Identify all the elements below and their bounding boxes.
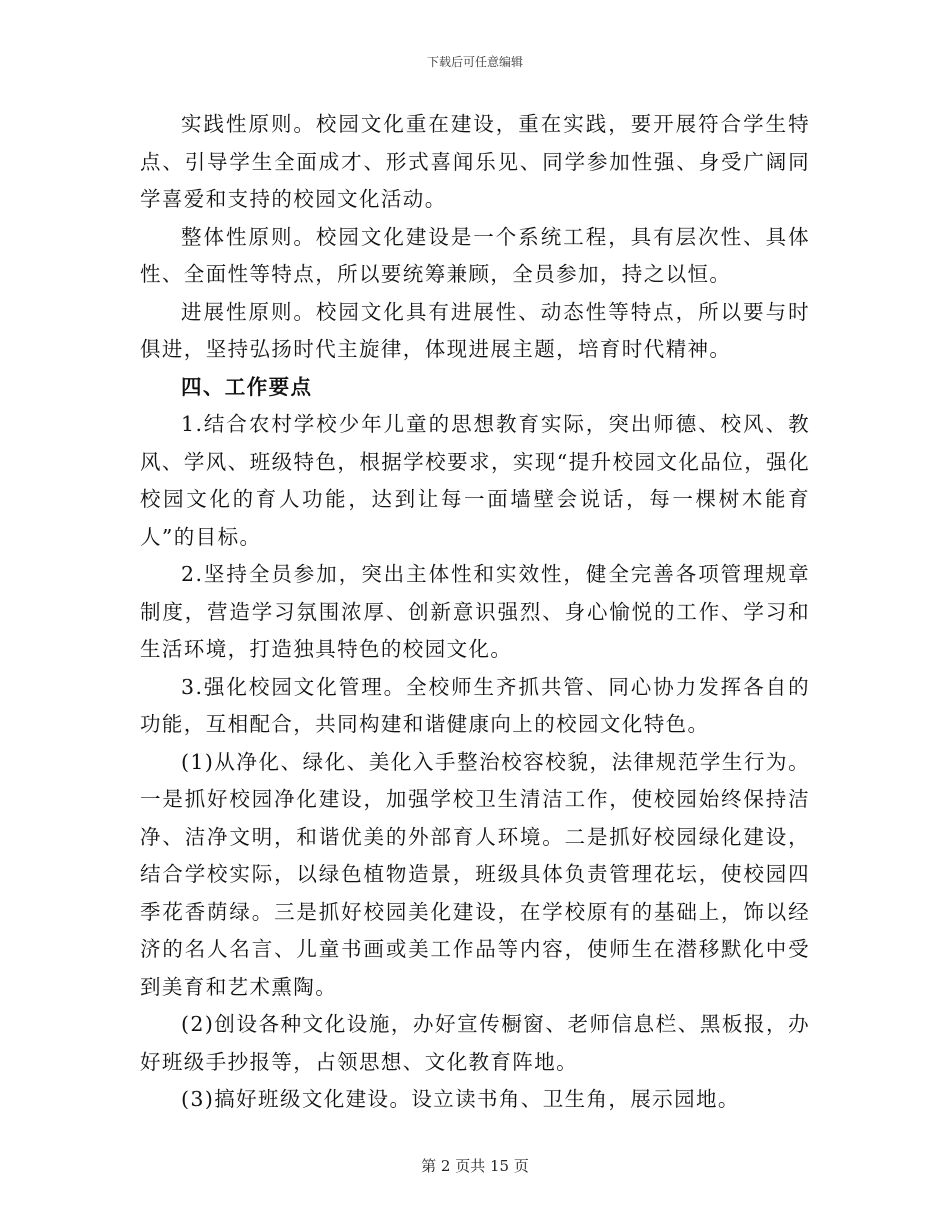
paragraph-point-1: 1.结合农村学校少年儿童的思想教育实际，突出师德、校风、教风、学风、班级特色，根据学校要求，实现“提升校园文化品位，强化校园文化的育人功能，达到让每一面墙壁会说话，每一棵树木能育人”的目标。 — [140, 412, 810, 549]
paragraph-practice-principle: 实践性原则。校园文化重在建设，重在实践，要开展符合学生特点、引导学生全面成才、形式喜闻乐见、同学参加性强、身受广阔同学喜爱和支持的校园文化活动。 — [140, 112, 810, 211]
paragraph-subpoint-3: (3)搞好班级文化建设。设立读书角、卫生角，展示园地。 — [181, 1087, 740, 1111]
document-body — [140, 106, 810, 1119]
paragraph-point-2: 2.坚持全员参加，突出主体性和实效性，健全完善各项管理规章制度，营造学习氛围浓厚、创新意识强烈、身心愉悦的工作、学习和生活环境，打造独具特色的校园文化。 — [140, 562, 810, 661]
paragraph-development-principle: 进展性原则。校园文化具有进展性、动态性等特点，所以要与时俱进，坚持弘扬时代主旋律，体现进展主题，培育时代精神。 — [140, 299, 810, 361]
section-heading-work-points: 四、工作要点 — [181, 374, 313, 399]
paragraph-point-3: 3.强化校园文化管理。全校师生齐抓共管、同心协力发挥各自的功能，互相配合，共同构建和谐健康向上的校园文化特色。 — [140, 674, 810, 736]
paragraph-subpoint-1: (1)从净化、绿化、美化入手整治校容校貌，法律规范学生行为。一是抓好校园净化建设，加强学校卫生清洁工作，使校园始终保持洁净、洁净文明，和谐优美的外部育人环境。二是抓好校园绿化建设，结合学校实际，以绿色植物造景，班级具体负责管理花坛，使校园四季花香荫绿。三是抓好校园美化建设，在学校原有的基础上，饰以经济的名人名言、儿童书画或美工作品等内容，使师生在潜移默化中受到美育和艺术熏陶。 — [140, 749, 810, 999]
paragraph-integrity-principle: 整体性原则。校园文化建设是一个系统工程，具有层次性、具体性、全面性等特点，所以要统筹兼顾，全员参加，持之以恒。 — [140, 224, 810, 286]
page-number: 第 2 页共 15 页 — [421, 1157, 529, 1175]
paragraph-subpoint-2: (2)创设各种文化设施，办好宣传橱窗、老师信息栏、黑板报，办好班级手抄报等，占领思想、文化教育阵地。 — [140, 1012, 810, 1074]
page-header-note: 下载后可任意编辑 — [426, 55, 523, 69]
